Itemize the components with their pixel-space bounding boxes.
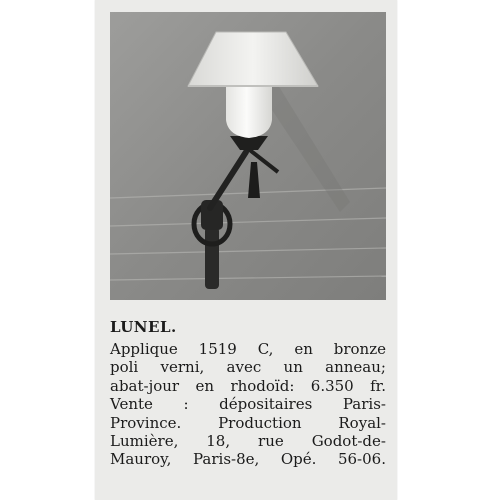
description-word: un: [283, 358, 303, 377]
description-word: :: [183, 395, 189, 414]
description-word: C,: [257, 340, 274, 358]
description-line: [110, 450, 386, 468]
description-word: Royal-: [338, 413, 386, 432]
description-word: Vente: [110, 395, 153, 414]
description-line: [110, 358, 386, 376]
description-word: 6.350: [310, 376, 354, 395]
product-title: LUNEL.: [110, 318, 177, 336]
wall-mount-plate: [205, 227, 219, 289]
sconce-photo: [110, 12, 386, 300]
description-word: Lumière,: [110, 432, 179, 451]
description-word: Production: [218, 413, 302, 432]
description-word: poli: [110, 358, 139, 377]
description-line: [110, 340, 386, 358]
product-caption: [110, 318, 386, 469]
description-word: rue: [258, 432, 284, 451]
description-word: Province.: [110, 413, 182, 432]
description-word: avec: [226, 358, 262, 377]
description-word: verni,: [160, 358, 205, 377]
description-word: 56-06.: [337, 450, 386, 469]
product-description: [110, 340, 386, 469]
description-line: [110, 432, 386, 450]
description-word: Godot-de-: [311, 432, 386, 451]
description-line: [110, 414, 386, 432]
description-word: Opé.: [280, 450, 317, 469]
description-line: [110, 395, 386, 413]
description-word: en: [195, 376, 215, 395]
description-word: Paris-: [342, 395, 386, 414]
description-word: dépositaires: [219, 395, 313, 414]
description-word: abat-jour: [110, 376, 180, 395]
glass-globe: [226, 84, 272, 138]
description-word: bronze: [333, 340, 386, 358]
description-line: [110, 377, 386, 395]
description-word: en: [294, 340, 313, 358]
description-word: 1519: [198, 340, 237, 358]
description-word: Mauroy,: [110, 450, 172, 469]
description-word: Paris-8e,: [192, 450, 260, 469]
description-word: rhodoïd:: [230, 376, 295, 395]
description-word: Applique: [110, 340, 178, 358]
description-word: fr.: [370, 376, 386, 395]
description-word: anneau;: [325, 358, 386, 377]
description-word: 18,: [206, 432, 231, 451]
